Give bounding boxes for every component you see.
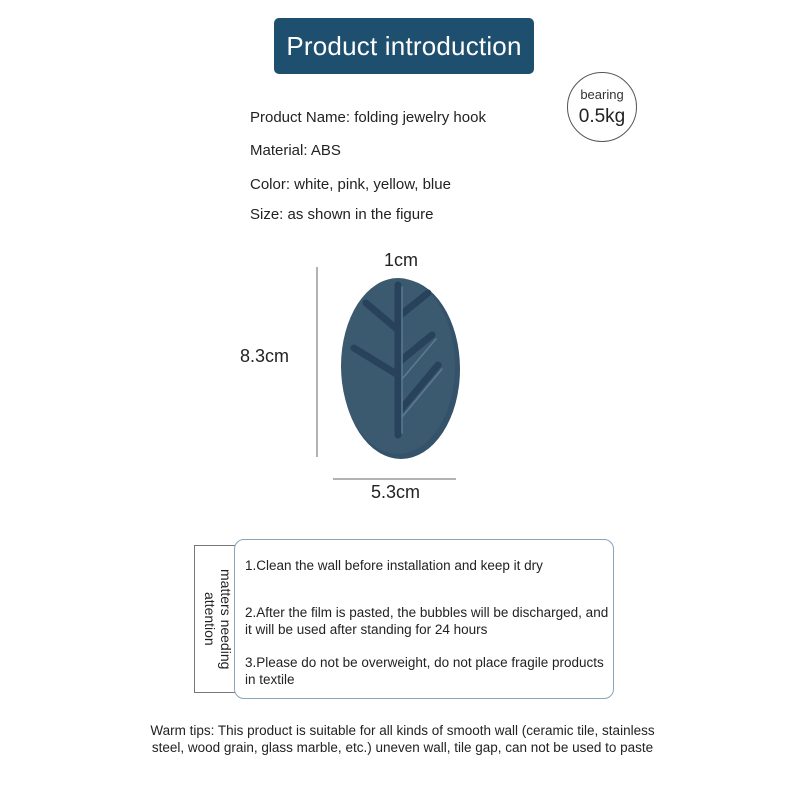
bearing-label: bearing bbox=[580, 86, 624, 102]
spec-size: Size: as shown in the figure bbox=[250, 206, 434, 223]
dimension-width: 5.3cm bbox=[371, 482, 421, 502]
dimension-thickness: 1cm bbox=[384, 250, 419, 270]
spec-product-name: Product Name: folding jewelry hook bbox=[250, 109, 486, 126]
note-item: 2.After the film is pasted, the bubbles will be discharged, and it will be used after standing for 24 hours bbox=[245, 605, 609, 637]
spec-material: Material: ABS bbox=[250, 142, 341, 159]
notes-label: matters needing attention bbox=[202, 568, 234, 670]
note-item: 1.Clean the wall before installation and keep it dry bbox=[245, 558, 543, 573]
notes-label-box bbox=[194, 545, 238, 693]
bearing-value: 0.5kg bbox=[578, 105, 626, 127]
bearing-badge bbox=[567, 72, 637, 142]
title-banner bbox=[274, 18, 534, 74]
warm-tips: Warm tips: This product is suitable for all kinds of smooth wall (ceramic tile, stainless steel, wood grain, glass marble, etc.) uneven wall, tile gap, can not be used to paste bbox=[150, 723, 655, 755]
dimension-height: 8.3cm bbox=[240, 346, 290, 366]
product-hook-illustration bbox=[230, 245, 470, 505]
notes-box bbox=[234, 539, 614, 699]
spec-color: Color: white, pink, yellow, blue bbox=[250, 176, 451, 193]
note-item: 3.Please do not be overweight, do not place fragile products in textile bbox=[245, 655, 604, 687]
page-title: Product introduction bbox=[286, 30, 522, 61]
